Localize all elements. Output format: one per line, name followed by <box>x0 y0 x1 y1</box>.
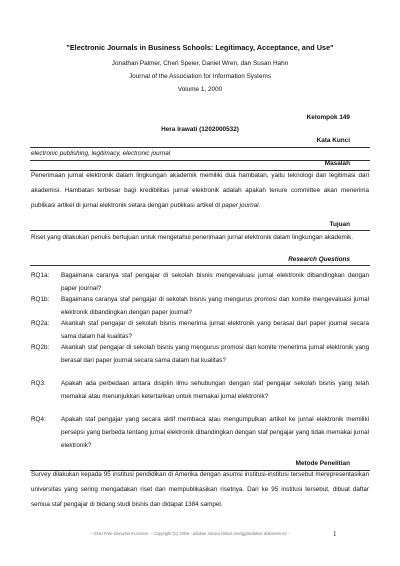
section-masalah: Masalah <box>324 160 350 167</box>
rq-code: RQ1b: <box>31 296 50 303</box>
section-kata-kunci: Kata Kunci <box>316 137 350 144</box>
rq-code: RQ2b: <box>31 344 50 351</box>
paper-volume: Volume 1, 2000 <box>177 86 223 93</box>
tujuan-paragraph: Riset yang dilakukan penulis bertujuan untuk mengetahui penerimaan jurnal elektronik dalam lingkungan akademik. <box>31 234 354 241</box>
rq-text: Bagaimana caranya staf pengajar di sekolah bisnis yang mengurus promosi dan komite mengevaluasi jurnal elektronik dibandingkan dengan paper journal? <box>61 296 369 316</box>
rq-code: RQ3: <box>31 380 46 387</box>
paper-journal: Journal of the Association for Information Systems <box>128 73 272 80</box>
rq-code: RQ1a: <box>31 272 50 279</box>
section-metode-penelitian: Metode Penelitian <box>295 460 350 467</box>
paper-authors: Jonathan Palmer, Cheri Speier, Daniel Wren, dan Susan Hahn <box>111 60 289 67</box>
rq-code: RQ4: <box>31 416 46 423</box>
section-research-questions: Research Questions <box>288 256 350 263</box>
paper-title: "Electronic Journals in Business Schools: Legitimacy, Acceptance, and Use" <box>66 43 334 52</box>
divider <box>30 160 370 161</box>
rq-text: Apakah ada perbedaan antara disiplin ilmu sehubungan dengan staf pengajar sekolah bisnis yang telah memakai atau menunjukkan ketertarikan untuk memakai jurnal elektronik? <box>61 380 369 400</box>
rq-text: Apakah staf pengajar yang secara aktif membaca atau mengumpulkan artikel ke jurnal elektronik memiliki persepsi yang berbeda tentang jurnal elektronik dibandingkan dengan staf pengajar yang tidak memakai jurnal elektronik? <box>61 416 369 449</box>
footer-license: -- GNU Free Document License -- Copyright (C) 2006 - Silakan secara bebas menggandakan dokumen ini -- <box>89 531 291 536</box>
masalah-paragraph: Penerimaan jurnal elektronik dalam lingkungan akademik memiliki dua hambatan, yaitu teknologi dan legitimasi dari akademisi. Hambatan terbesar bagi kredibilitas jurnal elektronik adalah apakah tenure committee akan menerima publikasi artikel di jurnal elektronik setara dengan publikasi artikel di paper journal. <box>31 172 369 209</box>
group-label: Kelompok 149 <box>306 114 350 121</box>
page-number: 1 <box>333 530 337 538</box>
metode-paragraph: Survey dilakukan kepada 95 institusi pendidikan di Amerika dengan asumsi institusi-institusi tersebut merepresentasikan universitas yang sering mengadakan riset dan mempublikasikan risetnya. Dari ke 95 institusi tersebut, dibuat daftar semua staf pengajar di bidang studi bisnis dan didapat 1384 sampel. <box>31 471 369 508</box>
rq-code: RQ2a: <box>31 320 50 327</box>
student-name: Hera Irawati (1202000532) <box>161 126 239 133</box>
section-tujuan: Tujuan <box>329 221 350 228</box>
rq-text: Bagaimana caranya staf pengajar di sekolah bisnis mengevaluasi jurnal elektronik dibandingkan dengan paper journal? <box>61 272 369 292</box>
divider <box>30 265 370 266</box>
keywords-text: electronic publishing, legitimacy, electronic journal <box>31 150 171 157</box>
rq-text: Akankah staf pengajar di sekolah bisnis yang mengurus promosi dan komite menerima jurnal elektronik yang berasal dari paper journal secara sama dalam hal kualitas? <box>61 344 369 364</box>
rq-text: Akankah staf pengajar di sekolah bisnis menerima jurnal elektronik yang berasal dari paper journal secara sama dalam hal kualitas? <box>61 320 369 340</box>
